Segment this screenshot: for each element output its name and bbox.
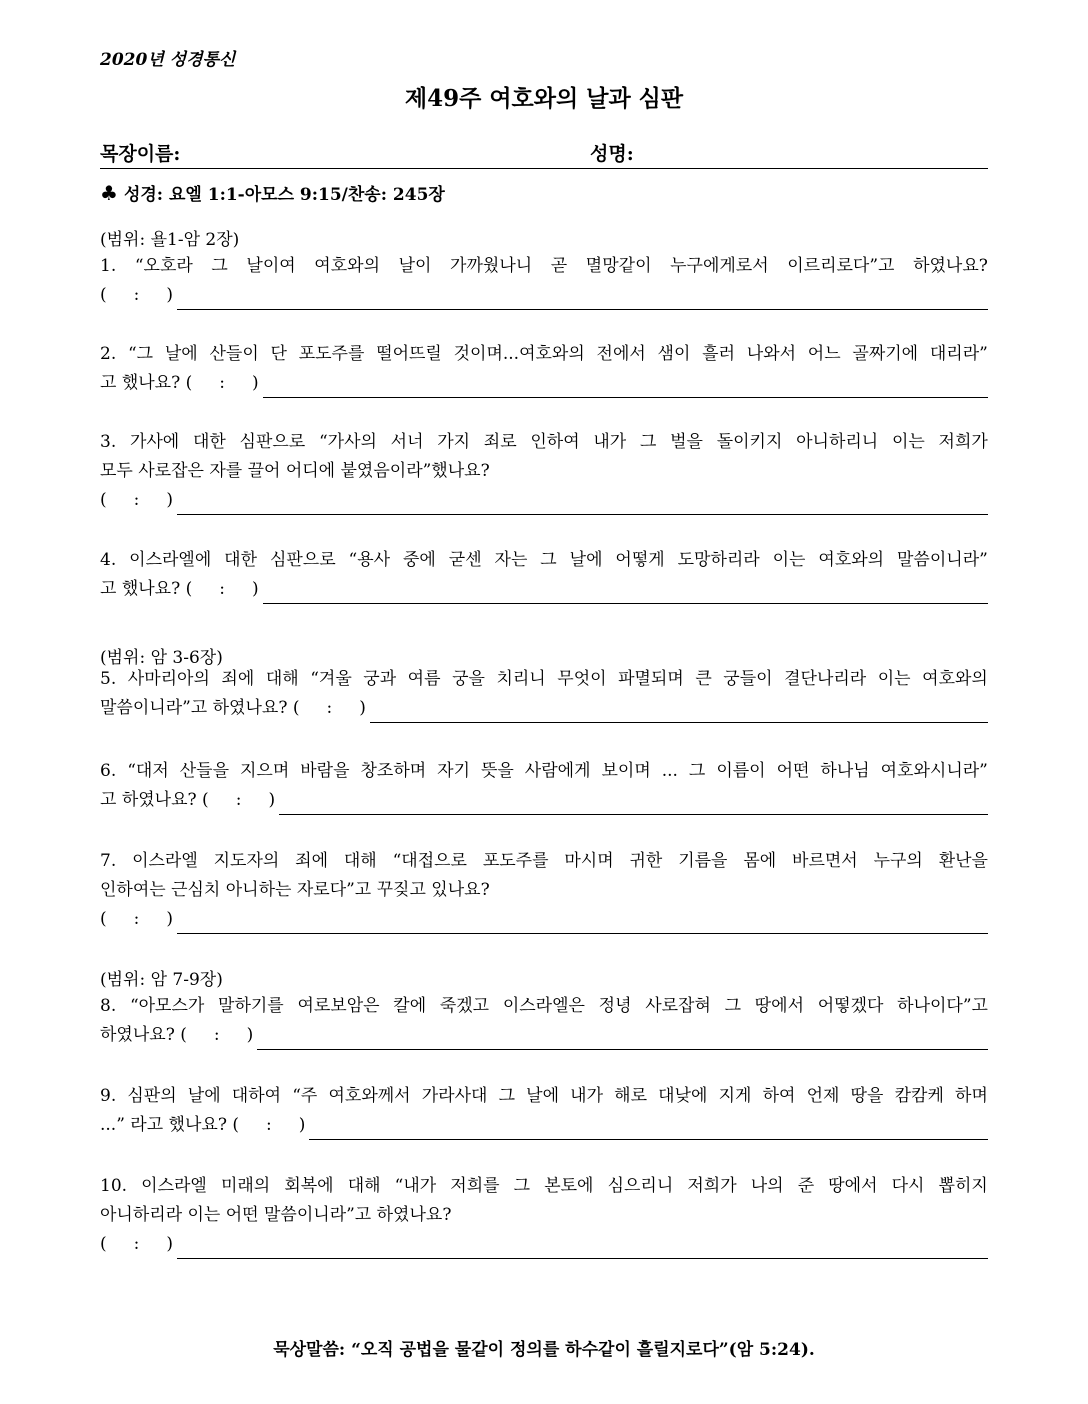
chapter-verse-blank[interactable]: ( : ) bbox=[100, 1234, 174, 1254]
question-word: 바르면서 bbox=[792, 851, 858, 871]
question-word: 그 bbox=[540, 550, 557, 570]
question-2 bbox=[100, 340, 988, 398]
question-word: 도망하리라 bbox=[677, 550, 760, 570]
answer-blank-line[interactable] bbox=[177, 494, 988, 515]
question-word: 여름 bbox=[407, 669, 441, 689]
question-word: 산들이 bbox=[209, 344, 259, 364]
question-word: 3. bbox=[100, 432, 117, 452]
question-word: 저희가 bbox=[687, 1176, 737, 1196]
question-word: 해로 bbox=[614, 1086, 648, 1106]
question-word: 땅에서 bbox=[754, 996, 805, 1016]
question-text-line bbox=[100, 665, 988, 694]
question-word: 여호와의 bbox=[818, 550, 885, 570]
question-word: 캄캄케 bbox=[894, 1086, 944, 1106]
question-word: 1. bbox=[100, 256, 117, 276]
question-word: 땅을 bbox=[850, 1086, 884, 1106]
question-word: 정녕 bbox=[598, 996, 632, 1016]
answer-row bbox=[100, 694, 988, 723]
question-word: 죄로 bbox=[483, 432, 517, 452]
answer-blank-line[interactable] bbox=[177, 913, 988, 934]
question-word: 지으며 bbox=[239, 761, 290, 781]
question-word: 칼에 bbox=[393, 996, 427, 1016]
answer-row bbox=[100, 786, 988, 815]
answer-blank-line[interactable] bbox=[263, 377, 988, 398]
question-word: 어떻겠다 bbox=[817, 996, 884, 1016]
question-word: 그 bbox=[498, 1086, 516, 1106]
question-word: 누구의 bbox=[873, 851, 923, 871]
answer-blank-line[interactable] bbox=[257, 1029, 988, 1050]
question-word: 날에 bbox=[526, 1086, 560, 1106]
question-word: 여로보암은 bbox=[297, 996, 380, 1016]
question-word: 4. bbox=[100, 550, 117, 570]
question-word: 샘이 bbox=[657, 344, 691, 364]
question-word: 죄에 bbox=[221, 669, 255, 689]
question-word: 심판으로 bbox=[239, 432, 306, 452]
question-text-line bbox=[100, 1172, 988, 1201]
question-word: “대접으로 bbox=[392, 851, 467, 871]
answer-row bbox=[100, 1230, 988, 1259]
question-word: 6. bbox=[100, 761, 117, 781]
question-3 bbox=[100, 428, 988, 515]
answer-blank-line[interactable] bbox=[309, 1119, 988, 1140]
question-word: 여호와께서 bbox=[328, 1086, 411, 1106]
question-word: 궁과 bbox=[363, 669, 397, 689]
question-text-line bbox=[100, 847, 988, 876]
scripture-text: 성경: 요엘 1:1-아모스 9:15/찬송: 245장 bbox=[123, 185, 445, 205]
question-text-line bbox=[100, 1082, 988, 1111]
question-word: 날에 bbox=[187, 1086, 221, 1106]
page-title: 제49주 여호와의 날과 심판 bbox=[404, 85, 684, 112]
question-word: 환난을 bbox=[938, 851, 988, 871]
question-word: “가사의 bbox=[318, 432, 377, 452]
question-word: “내가 bbox=[394, 1176, 437, 1196]
question-word: 이르리로다”고 bbox=[787, 256, 895, 276]
question-word: 말씀이니라” bbox=[897, 550, 988, 570]
question-word: 기름을 bbox=[678, 851, 728, 871]
question-word: 대한 bbox=[224, 550, 258, 570]
question-word: 내가 bbox=[570, 1086, 604, 1106]
range-label-3: (범위: 암 7-9장) bbox=[100, 970, 223, 990]
question-word: 가사에 bbox=[129, 432, 180, 452]
question-word: 지도자의 bbox=[213, 851, 280, 871]
question-word: 이스라엘에 bbox=[129, 550, 212, 570]
question-word: 보이며 bbox=[601, 761, 651, 781]
question-word: 몸에 bbox=[743, 851, 777, 871]
answer-lead-text: 말씀이니라”고 하였나요? bbox=[100, 698, 293, 718]
question-word: 미래의 bbox=[220, 1176, 271, 1196]
question-word: 하여 bbox=[762, 1086, 796, 1106]
question-word: 포도주를 bbox=[298, 344, 365, 364]
question-word: 대한 bbox=[192, 432, 226, 452]
question-word: 죄에 bbox=[295, 851, 329, 871]
question-word: 죽겠고 bbox=[439, 996, 490, 1016]
answer-row bbox=[100, 575, 988, 604]
question-word: 것이며...여호와의 bbox=[453, 344, 585, 364]
question-word: “아모스가 bbox=[129, 996, 205, 1016]
question-word: 날이여 bbox=[246, 256, 296, 276]
question-word: 이는 bbox=[891, 432, 925, 452]
question-word: ... bbox=[661, 761, 678, 781]
question-word: 준 bbox=[797, 1176, 815, 1196]
question-word: 여호와의 bbox=[922, 669, 988, 689]
range-label-2: (범위: 암 3-6장) bbox=[100, 648, 223, 668]
question-word: 하였나요? bbox=[913, 256, 988, 276]
question-word: 여호와시니라” bbox=[880, 761, 988, 781]
question-word: 말하기를 bbox=[218, 996, 284, 1016]
answer-blank-line[interactable] bbox=[263, 583, 988, 604]
question-word: “용사 bbox=[348, 550, 391, 570]
question-word: 자는 bbox=[494, 550, 528, 570]
question-word: 여호와의 bbox=[314, 256, 380, 276]
chapter-verse-blank[interactable]: ( : ) bbox=[185, 579, 259, 599]
question-word: 궁들이 bbox=[723, 669, 773, 689]
question-text-line bbox=[100, 1201, 988, 1230]
question-word: 대하여 bbox=[231, 1086, 282, 1106]
question-word: 창조하며 bbox=[360, 761, 427, 781]
scripture-line bbox=[100, 180, 445, 205]
question-word: 떨어뜨릴 bbox=[376, 344, 442, 364]
range-label-1: (범위: 욜1-암 2장) bbox=[100, 230, 240, 250]
question-word: 사람에게 bbox=[524, 761, 591, 781]
question-word: 굳센 bbox=[448, 550, 482, 570]
question-word: 대리라” bbox=[929, 344, 988, 364]
question-word: 귀한 bbox=[629, 851, 663, 871]
question-word: 인하여 bbox=[530, 432, 580, 452]
question-word: 저희를 bbox=[450, 1176, 500, 1196]
name-label: 성명: bbox=[590, 143, 634, 165]
question-word: 가까웠나니 bbox=[450, 256, 533, 276]
answer-row bbox=[100, 281, 988, 310]
question-8 bbox=[100, 992, 988, 1050]
question-word: 단 bbox=[270, 344, 287, 364]
question-text-line bbox=[100, 340, 988, 369]
question-10 bbox=[100, 1172, 988, 1259]
name-fields-row bbox=[100, 140, 988, 169]
question-word: 바람을 bbox=[300, 761, 350, 781]
question-word: 사마리아의 bbox=[127, 669, 210, 689]
group-name-label: 목장이름: bbox=[100, 143, 181, 165]
question-word: 언제 bbox=[806, 1086, 840, 1106]
question-word: 대해 bbox=[347, 1176, 381, 1196]
question-word: 이스라엘 bbox=[141, 1176, 207, 1196]
question-text: 인하여는 근심치 아니하는 자로다”고 꾸짖고 있나요? bbox=[100, 880, 490, 900]
question-word: 8. bbox=[100, 996, 117, 1016]
question-word: 대해 bbox=[265, 669, 299, 689]
question-text-line bbox=[100, 992, 988, 1021]
club-suit-icon: ♣ bbox=[100, 181, 118, 205]
chapter-verse-blank[interactable]: ( : ) bbox=[185, 373, 259, 393]
question-word: “겨울 bbox=[310, 669, 352, 689]
answer-row bbox=[100, 1111, 988, 1140]
question-text-line bbox=[100, 428, 988, 457]
chapter-verse-blank[interactable]: ( : ) bbox=[100, 285, 174, 305]
chapter-verse-blank[interactable]: ( : ) bbox=[100, 490, 174, 510]
question-word: 다시 bbox=[891, 1176, 925, 1196]
question-word: 저희가 bbox=[938, 432, 988, 452]
answer-lead-text: 하였나요? bbox=[100, 1025, 181, 1045]
question-word: 사로잡혀 bbox=[645, 996, 711, 1016]
question-word: 자기 bbox=[437, 761, 470, 781]
question-text: 모두 사로잡은 자를 끌어 어디에 붙였음이라”했나요? bbox=[100, 461, 490, 481]
question-word: 골짜기에 bbox=[852, 344, 919, 364]
answer-lead-text: 고 했나요? bbox=[100, 373, 186, 393]
question-word: 회복에 bbox=[284, 1176, 334, 1196]
question-word: “그 bbox=[127, 344, 154, 364]
question-word: 중에 bbox=[403, 550, 436, 570]
question-word: 곧 bbox=[550, 256, 568, 276]
question-word: 이스라엘은 bbox=[502, 996, 585, 1016]
question-word: 5. bbox=[100, 669, 117, 689]
question-word: 큰 bbox=[695, 669, 712, 689]
meditation-verse: 묵상말씀: “오직 공법을 물같이 정의를 하수같이 흘릴지로다”(암 5:24). bbox=[273, 1340, 815, 1360]
answer-lead-text: ...” 라고 했나요? bbox=[100, 1115, 233, 1135]
question-9 bbox=[100, 1082, 988, 1140]
chapter-verse-blank[interactable]: ( : ) bbox=[202, 790, 276, 810]
question-5 bbox=[100, 665, 988, 723]
question-word: 그 bbox=[639, 432, 657, 452]
question-word: 날에 bbox=[569, 550, 603, 570]
question-word: 돌이키지 bbox=[716, 432, 783, 452]
question-word: 날에 bbox=[164, 344, 198, 364]
question-word: 이스라엘 bbox=[132, 851, 198, 871]
question-word: 어느 bbox=[807, 344, 841, 364]
answer-blank-line[interactable] bbox=[177, 289, 988, 310]
question-word: 어떻게 bbox=[615, 550, 665, 570]
question-word: 나와서 bbox=[746, 344, 797, 364]
answer-blank-line[interactable] bbox=[177, 1238, 988, 1259]
question-word: 뜻을 bbox=[480, 761, 514, 781]
question-word: 나의 bbox=[750, 1176, 784, 1196]
question-word: 이는 bbox=[877, 669, 911, 689]
question-word: 가라사대 bbox=[421, 1086, 488, 1106]
question-word: 가지 bbox=[437, 432, 471, 452]
answer-row bbox=[100, 905, 988, 934]
question-word: 9. bbox=[100, 1086, 117, 1106]
question-word: 흘러 bbox=[702, 344, 736, 364]
question-word: 파멸되며 bbox=[618, 669, 684, 689]
question-word: 멸망같이 bbox=[585, 256, 652, 276]
question-word: 심판의 bbox=[127, 1086, 177, 1106]
question-word: 이름이 bbox=[716, 761, 766, 781]
answer-blank-line[interactable] bbox=[279, 794, 988, 815]
answer-lead-text: 고 하였나요? bbox=[100, 790, 203, 810]
question-word: 마시며 bbox=[564, 851, 614, 871]
answer-row bbox=[100, 1021, 988, 1050]
question-word: 뽑히지 bbox=[938, 1176, 988, 1196]
question-word: 이는 bbox=[772, 550, 806, 570]
question-word: 심판으로 bbox=[269, 550, 336, 570]
question-text-line bbox=[100, 876, 988, 905]
question-word: 하며 bbox=[955, 1086, 988, 1106]
chapter-verse-blank[interactable]: ( : ) bbox=[180, 1025, 254, 1045]
question-word: 지게 bbox=[718, 1086, 752, 1106]
question-text-line bbox=[100, 757, 988, 786]
question-word: 서너 bbox=[390, 432, 424, 452]
question-word: 내가 bbox=[593, 432, 627, 452]
question-word: 하나님 bbox=[820, 761, 870, 781]
answer-blank-line[interactable] bbox=[370, 702, 988, 723]
question-word: “주 bbox=[292, 1086, 318, 1106]
question-text-line bbox=[100, 457, 988, 486]
question-word: 대낮에 bbox=[658, 1086, 708, 1106]
question-word: 전에서 bbox=[596, 344, 646, 364]
question-word: 그 bbox=[513, 1176, 531, 1196]
question-word: 그 bbox=[688, 761, 706, 781]
question-word: 무엇이 bbox=[557, 669, 607, 689]
question-6 bbox=[100, 757, 988, 815]
question-word: 그 bbox=[724, 996, 742, 1016]
question-word: 본토에 bbox=[544, 1176, 594, 1196]
question-word: “오호라 bbox=[134, 256, 193, 276]
question-word: 하나이다”고 bbox=[897, 996, 988, 1016]
question-word: 궁을 bbox=[452, 669, 485, 689]
question-word: 포도주를 bbox=[482, 851, 549, 871]
question-word: 대해 bbox=[343, 851, 377, 871]
question-word: “대저 bbox=[127, 761, 169, 781]
question-word: 심으리니 bbox=[607, 1176, 674, 1196]
chapter-verse-blank[interactable]: ( : ) bbox=[232, 1115, 306, 1135]
question-word: 치리니 bbox=[496, 669, 546, 689]
question-text-line bbox=[100, 252, 988, 281]
question-word: 2. bbox=[100, 344, 117, 364]
chapter-verse-blank[interactable]: ( : ) bbox=[100, 909, 174, 929]
question-word: 벌을 bbox=[670, 432, 703, 452]
question-word: 10. bbox=[100, 1176, 128, 1196]
question-1 bbox=[100, 252, 988, 310]
question-word: 산들을 bbox=[179, 761, 229, 781]
question-text-line bbox=[100, 546, 988, 575]
question-7 bbox=[100, 847, 988, 934]
chapter-verse-blank[interactable]: ( : ) bbox=[292, 698, 366, 718]
question-word: 7. bbox=[100, 851, 117, 871]
answer-lead-text: 고 했나요? bbox=[100, 579, 186, 599]
header-label: 2020년 성경통신 bbox=[100, 50, 236, 70]
question-word: 누구에게로서 bbox=[670, 256, 769, 276]
question-4 bbox=[100, 546, 988, 604]
question-word: 날이 bbox=[398, 256, 432, 276]
answer-row bbox=[100, 486, 988, 515]
answer-row bbox=[100, 369, 988, 398]
question-word: 그 bbox=[211, 256, 228, 276]
question-text: 아니하리라 이는 어떤 말씀이니라”고 하였나요? bbox=[100, 1205, 452, 1225]
question-word: 아니하리니 bbox=[796, 432, 879, 452]
question-word: 결단나리라 bbox=[784, 669, 867, 689]
question-word: 어떤 bbox=[776, 761, 810, 781]
question-word: 땅에서 bbox=[828, 1176, 878, 1196]
